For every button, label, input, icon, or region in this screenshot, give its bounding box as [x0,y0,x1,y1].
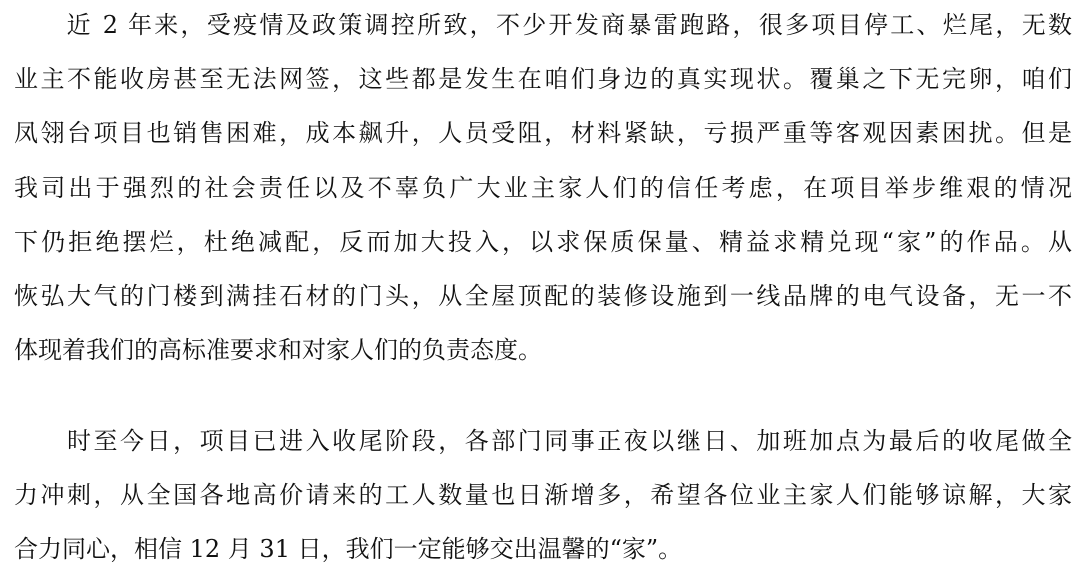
text-line: 合力同心，相信 12 月 31 日，我们一定能够交出温馨的“家”。 [14,535,683,564]
text-line: 力冲刺，从全国各地高价请来的工人数量也日渐增多，希望各位业主家人们能够谅解，大家 [14,481,1072,510]
text-line: 下仍拒绝摆烂，杜绝减配，反而加大投入，以求保质保量、精益求精兑现“家”的作品。从 [14,227,1072,256]
text-line: 恢弘大气的门楼到满挂石材的门头，从全屋顶配的装修设施到一线品牌的电气设备，无一不 [14,281,1072,310]
paragraph-2 [14,414,1072,577]
text-line: 时至今日，项目已进入收尾阶段，各部门同事正夜以继日、加班加点为最后的收尾做全 [14,427,1072,455]
text-line: 凤翎台项目也销售困难，成本飙升，人员受阻，材料紧缺，亏损严重等客观因素困扰。但是 [14,119,1072,148]
text-line: 体现着我们的高标准要求和对家人们的负责态度。 [14,336,542,365]
text-line: 业主不能收房甚至无法网签，这些都是发生在咱们身边的真实现状。覆巢之下无完卵，咱们 [14,65,1072,94]
text-line: 我司出于强烈的社会责任以及不辜负广大业主家人们的信任考虑，在项目举步维艰的情况 [14,173,1072,202]
paragraph-1 [14,0,1072,377]
text-line: 近 2 年来，受疫情及政策调控所致，不少开发商暴雷跑路，很多项目停工、烂尾，无数 [14,11,1072,39]
